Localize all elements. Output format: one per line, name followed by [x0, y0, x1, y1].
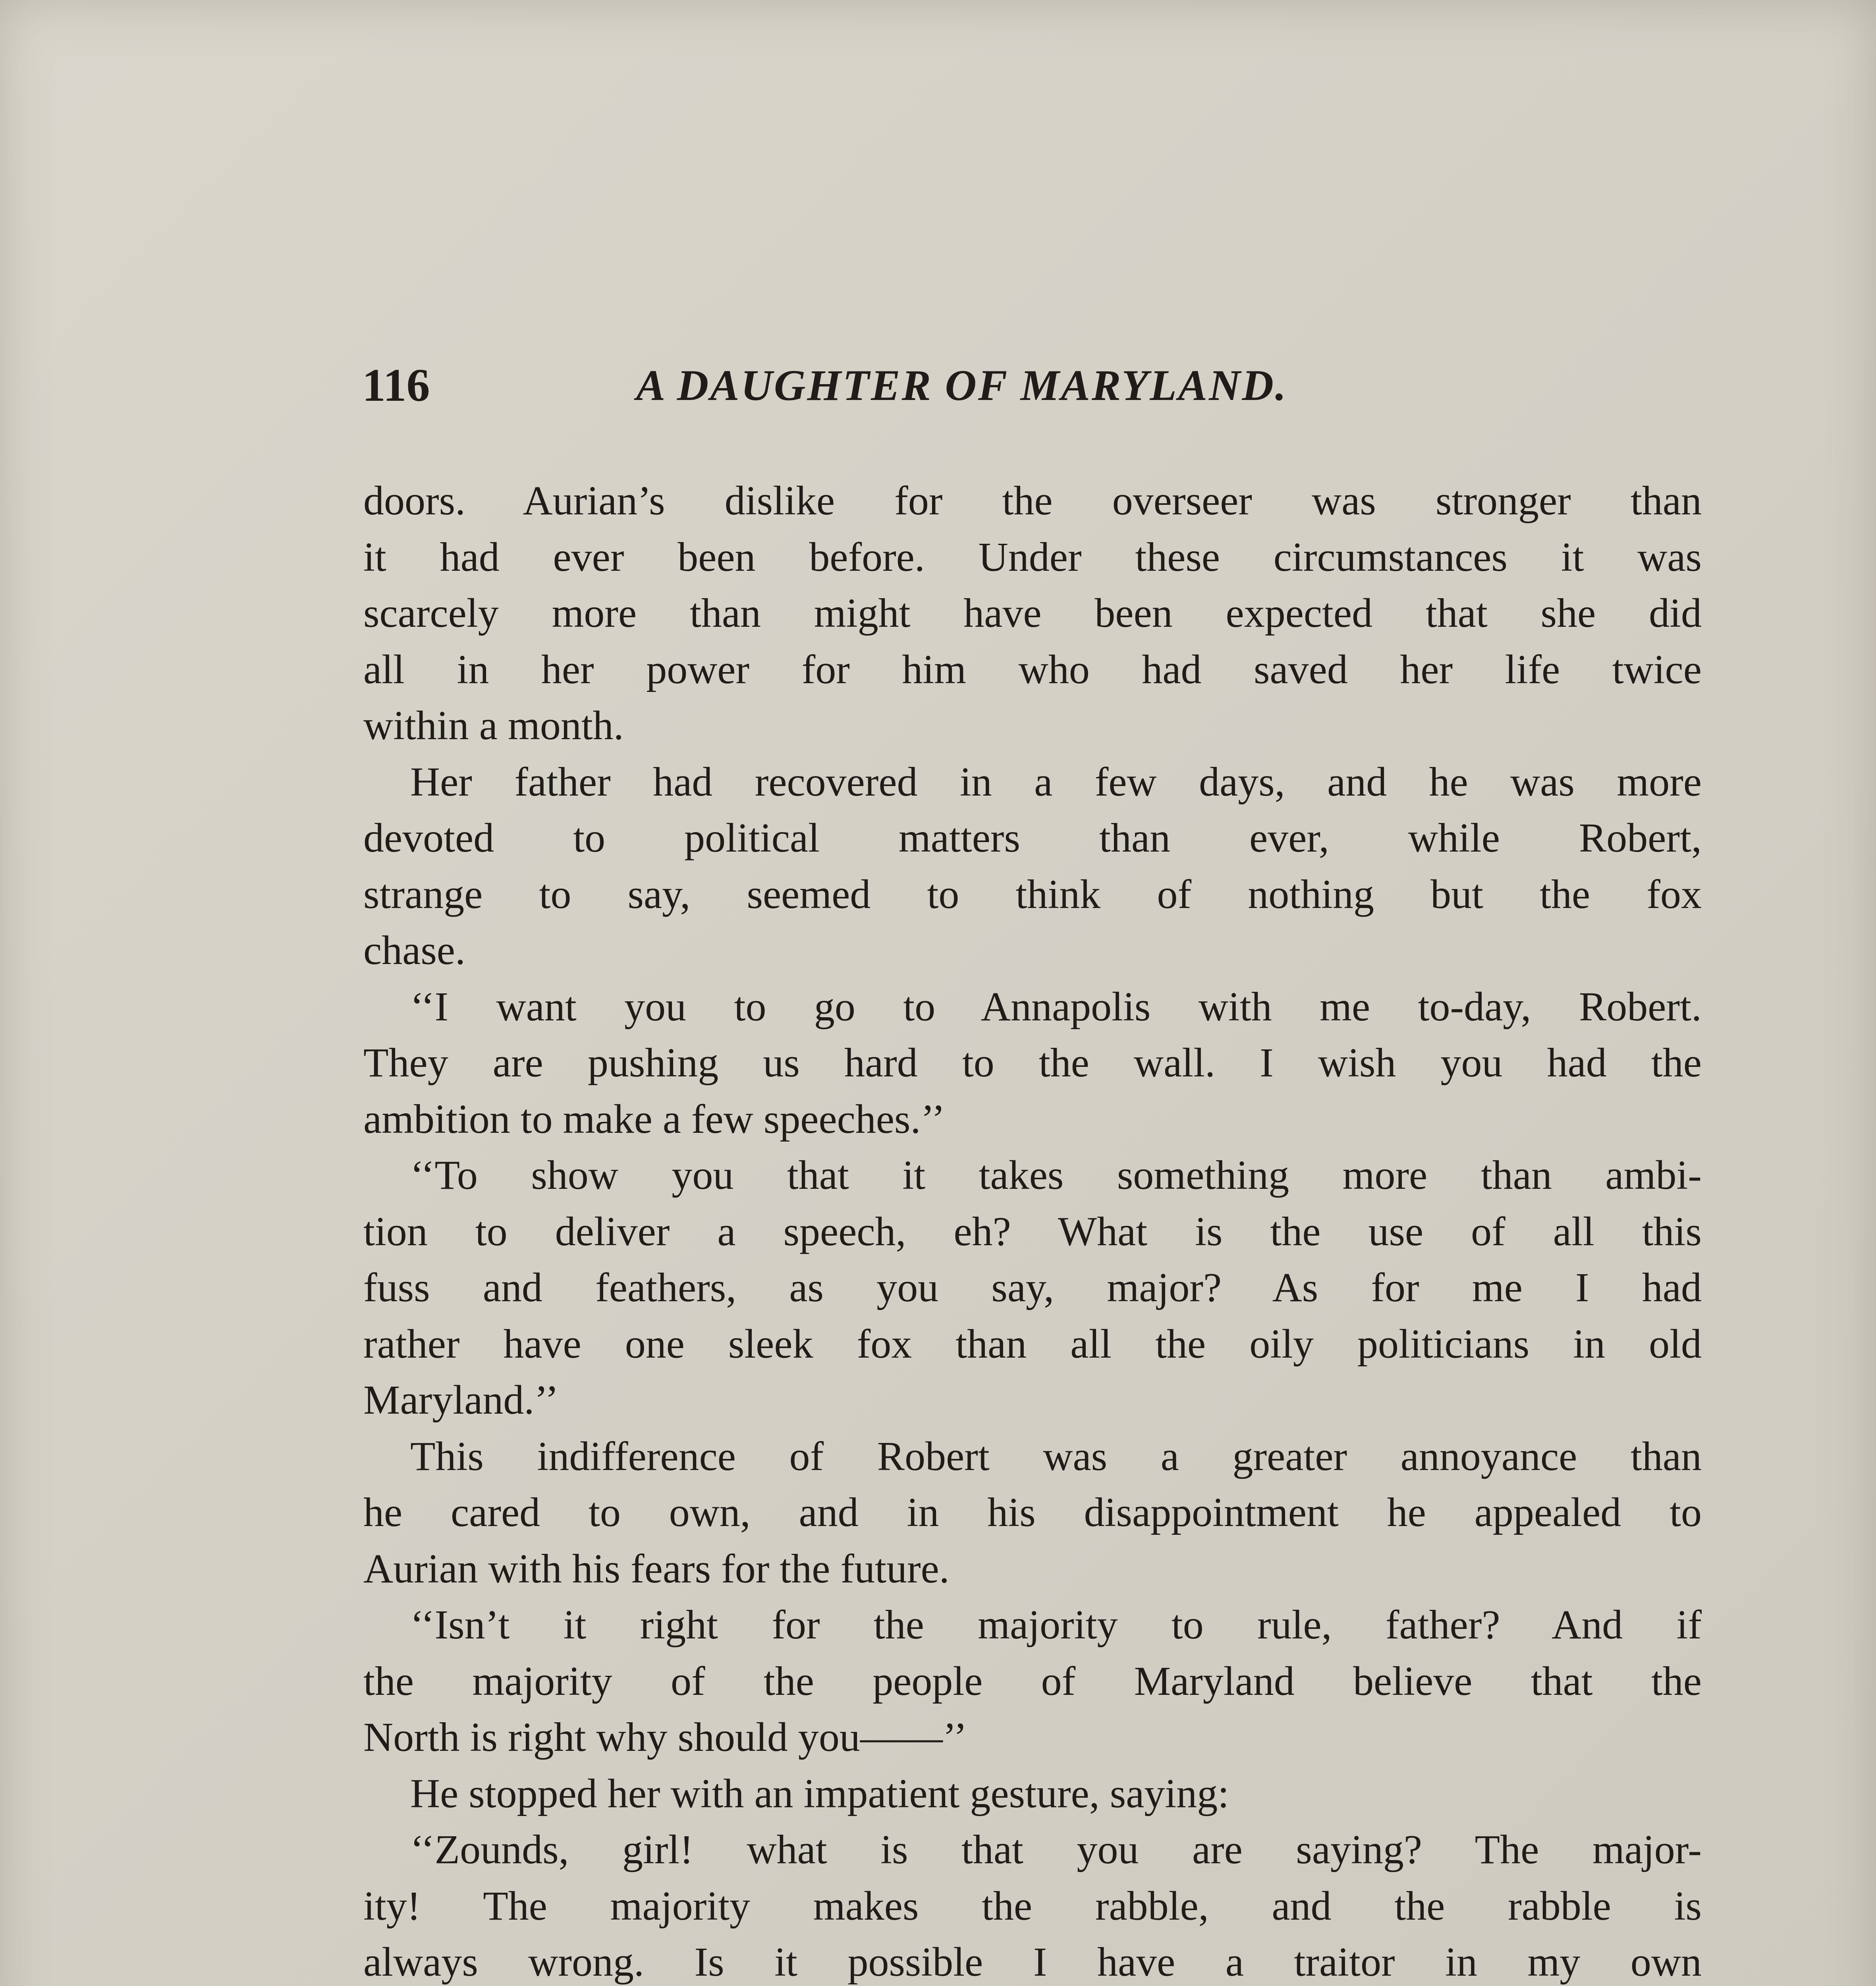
paragraph: [363, 979, 1702, 1148]
body-text: [363, 473, 1702, 1986]
paragraph: [363, 754, 1702, 979]
text-line: Maryland.’’: [363, 1377, 559, 1423]
text-line: it had ever been before. Under these circumstances it was: [363, 534, 1702, 580]
text-line: This indifference of Robert was a greater annoyance than: [410, 1433, 1702, 1479]
text-line: ‘‘Isn’t it right for the majority to rule, father? And if: [410, 1602, 1702, 1648]
text-line: Her father had recovered in a few days, and he was more: [410, 759, 1702, 805]
text-line: fuss and feathers, as you say, major? As for me I had: [363, 1265, 1702, 1310]
text-line: ‘‘To show you that it takes something more than ambi-: [410, 1152, 1702, 1198]
text-line: tion to deliver a speech, eh? What is the use of all this: [363, 1208, 1702, 1254]
paragraph: [363, 1766, 1702, 1822]
text-line: always wrong. Is it possible I have a traitor in my own: [363, 1939, 1702, 1985]
text-line: ambition to make a few speeches.’’: [363, 1096, 946, 1142]
text-line: rather have one sleek fox than all the oily politicians in old: [363, 1321, 1702, 1367]
text-line: scarcely more than might have been expected that she did: [363, 590, 1702, 636]
text-line: ity! The majority makes the rabble, and the rabble is: [363, 1883, 1702, 1929]
text-line: ‘‘Zounds, girl! what is that you are saying? The major-: [410, 1827, 1702, 1872]
text-line: strange to say, seemed to think of nothing but the fox: [363, 871, 1702, 917]
text-line: within a month.: [363, 703, 624, 748]
paragraph: [363, 1147, 1702, 1428]
text-line: devoted to political matters than ever, while Robert,: [363, 815, 1702, 861]
text-line: chase.: [363, 927, 465, 973]
text-line: North is right why should you——’’: [363, 1714, 967, 1760]
paragraph: [363, 1428, 1702, 1597]
text-line: the majority of the people of Maryland believe that the: [363, 1658, 1702, 1704]
text-line: all in her power for him who had saved her life twice: [363, 646, 1702, 692]
page-number: 116: [362, 359, 430, 411]
text-line: doors. Aurian’s dislike for the overseer was stronger than: [363, 478, 1702, 524]
text-line: Aurian with his fears for the future.: [363, 1546, 950, 1592]
page-header: [362, 355, 1704, 415]
text-line: ‘‘I want you to go to Annapolis with me to-day, Robert.: [410, 983, 1702, 1030]
paragraph: [363, 1597, 1702, 1766]
paragraph: [363, 1822, 1702, 1986]
paragraph: [363, 473, 1702, 754]
text-line: He stopped her with an impatient gesture, saying:: [410, 1770, 1229, 1816]
text-line: he cared to own, and in his disappointment he appealed to: [363, 1490, 1702, 1535]
text-line: They are pushing us hard to the wall. I wish you had the: [363, 1040, 1702, 1086]
running-title: A DAUGHTER OF MARYLAND.: [636, 361, 1288, 410]
